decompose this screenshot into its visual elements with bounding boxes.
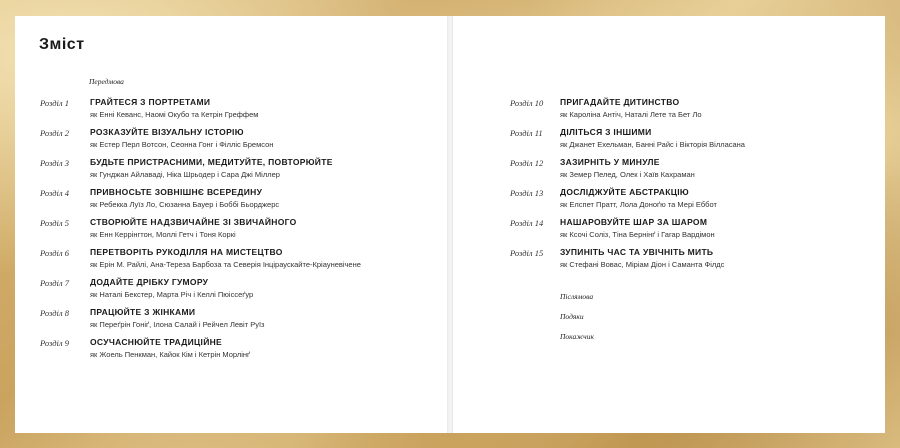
chapter-authors: як Земер Пелед, Олек і Хаїв Кахраман [560, 170, 695, 179]
chapter-title: ПРИВНОСЬТЕ ЗОВНІШНЄ ВСЕРЕДИНУ [90, 187, 263, 197]
chapter-number: Розділ 13 [510, 188, 544, 198]
chapter-authors: як Жоель Пенкман, Кайок Кім і Кетрін Морлінґ [90, 350, 251, 359]
chapter-title: СТВОРЮЙТЕ НАДЗВИЧАЙНЕ ЗІ ЗВИЧАЙНОГО [90, 217, 297, 227]
chapter-title: ГРАЙТЕСЯ З ПОРТРЕТАМИ [90, 97, 211, 107]
chapter-number: Розділ 12 [510, 158, 544, 168]
chapter-number: Розділ 4 [40, 188, 69, 198]
intro-link[interactable]: Передмова [89, 77, 124, 86]
acknowledgements-link[interactable]: Подяки [560, 312, 584, 321]
chapter-number: Розділ 2 [40, 128, 69, 138]
chapter-number: Розділ 1 [40, 98, 69, 108]
chapter-title: НАШАРОВУЙТЕ ШАР ЗА ШАРОМ [560, 217, 708, 227]
chapter-number: Розділ 9 [40, 338, 69, 348]
chapter-number: Розділ 7 [40, 278, 69, 288]
chapter-authors: як Енн Керрінгтон, Моллі Гетч і Тоня Коркі [90, 230, 236, 239]
right-page [453, 16, 885, 433]
chapter-title: ДІЛІТЬСЯ З ІНШИМИ [560, 127, 652, 137]
left-page [15, 16, 447, 433]
chapter-authors: як Ксочі Соліз, Тіна Бернінґ і Гагар Вардімон [560, 230, 715, 239]
chapter-number: Розділ 10 [510, 98, 544, 108]
chapter-authors: як Наталі Бекстер, Марта Річ і Келлі Пюіссеґур [90, 290, 254, 299]
chapter-authors: як Гунджан Айлаваді, Ніка Шрьодер і Сара Джі Міллер [90, 170, 280, 179]
chapter-number: Розділ 15 [510, 248, 544, 258]
chapter-number: Розділ 6 [40, 248, 69, 258]
chapter-number: Розділ 8 [40, 308, 69, 318]
index-link[interactable]: Покажчик [560, 332, 594, 341]
chapter-authors: як Джанет Ехельман, Банні Райс і Вікторія Вілласана [560, 140, 745, 149]
chapter-title: ПРАЦЮЙТЕ З ЖІНКАМИ [90, 307, 196, 317]
chapter-authors: як Переґрін Гоніґ, Ілона Салай і Рейчел Левіт Руїз [90, 320, 265, 329]
chapter-authors: як Елспет Пратт, Лола Доноґю та Мері Еббот [560, 200, 717, 209]
chapter-title: ОСУЧАСНЮЙТЕ ТРАДИЦІЙНЕ [90, 337, 223, 347]
chapter-authors: як Ребекка Луїз Ло, Сюзанна Бауер і Боббі Бьорджерс [90, 200, 280, 209]
chapter-title: ЗАЗИРНІТЬ У МИНУЛЕ [560, 157, 660, 167]
page-title: Зміст [39, 36, 85, 53]
chapter-authors: як Кароліна Антіч, Наталі Лете та Бет Ло [560, 110, 702, 119]
chapter-title: ЗУПИНІТЬ ЧАС ТА УВІЧНІТЬ МИТЬ [560, 247, 714, 257]
chapter-number: Розділ 3 [40, 158, 69, 168]
chapter-authors: як Естер Перл Вотсон, Сеонна Гонг і Філліс Бремсон [90, 140, 274, 149]
afterword-link[interactable]: Післямова [560, 292, 594, 301]
chapter-title: БУДЬТЕ ПРИСТРАСНИМИ, МЕДИТУЙТЕ, ПОВТОРЮЙТЕ [90, 157, 333, 167]
chapter-title: ПРИГАДАЙТЕ ДИТИНСТВО [560, 97, 680, 107]
chapter-number: Розділ 5 [40, 218, 69, 228]
chapter-title: ПЕРЕТВОРІТЬ РУКОДІЛЛЯ НА МИСТЕЦТВО [90, 247, 283, 257]
chapter-title: ДОСЛІДЖУЙТЕ АБСТРАКЦІЮ [560, 187, 689, 197]
chapter-authors: як Енні Кеванс, Наомі Окубо та Кетрін Греффем [90, 110, 259, 119]
chapter-authors: як Стефані Вовас, Міріам Діон і Саманта Філдс [560, 260, 725, 269]
chapter-number: Розділ 14 [510, 218, 544, 228]
chapter-number: Розділ 11 [510, 128, 543, 138]
chapter-title: РОЗКАЗУЙТЕ ВІЗУАЛЬНУ ІСТОРІЮ [90, 127, 244, 137]
chapter-title: ДОДАЙТЕ ДРІБКУ ГУМОРУ [90, 277, 209, 287]
chapter-authors: як Ерін М. Райлі, Ана-Тереза Барбоза та Северія Інціраускайте-Кріауневічене [90, 260, 361, 269]
